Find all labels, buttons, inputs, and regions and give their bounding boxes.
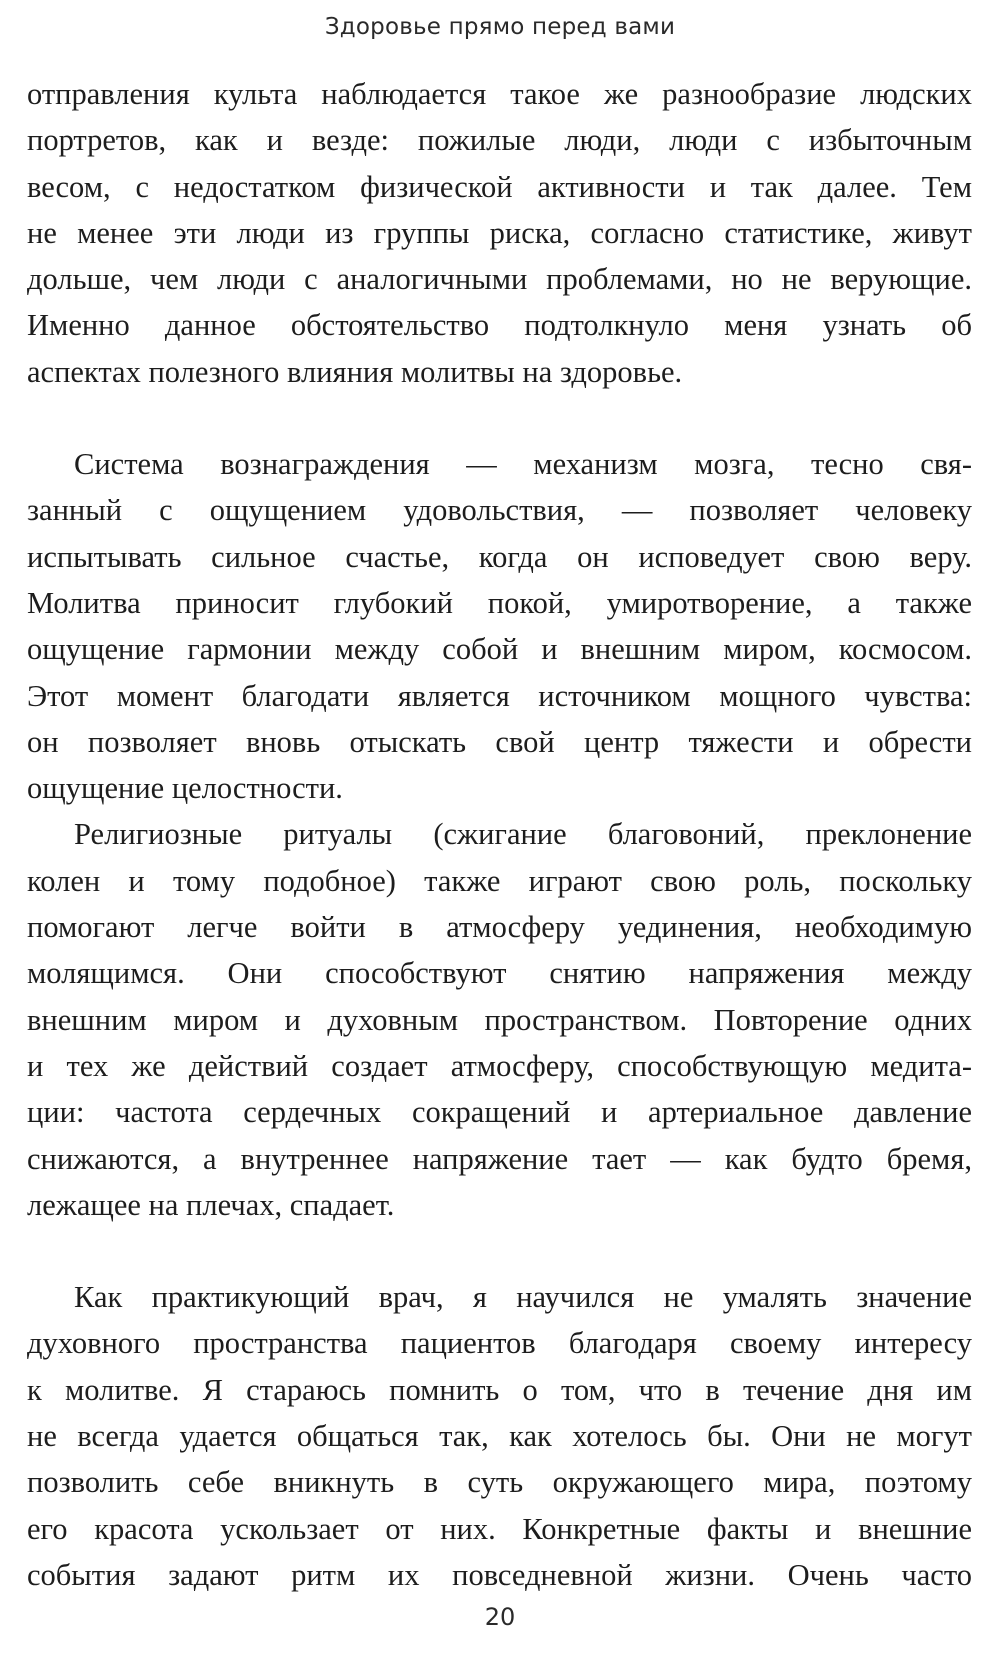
text-line: молящимся. Они способствуют снятию напряжения между <box>27 956 972 991</box>
text-line: Этот момент благодати является источником мощного чувства: <box>27 678 972 713</box>
text-line: аспектах полезного влияния молитвы на здоровье. <box>27 354 683 389</box>
text-line: внешним миром и духовным пространством. Повторение одних <box>27 1002 972 1037</box>
text-line: колен и тому подобное) также играют свою роль, поскольку <box>27 863 972 898</box>
text-line: и тех же действий создает атмосферу, способствующую медита- <box>27 1048 972 1083</box>
text-line: события задают ритм их повседневной жизни. Очень часто <box>27 1557 972 1592</box>
text-line: снижаются, а внутреннее напряжение тает — как будто бремя, <box>27 1141 972 1176</box>
text-line: Религиозные ритуалы (сжигание благовоний, преклонение <box>74 817 972 852</box>
text-line: ции: частота сердечных сокращений и артериальное давление <box>27 1095 972 1130</box>
text-line: ощущение гармонии между собой и внешним миром, космосом. <box>27 632 972 667</box>
text-line: ощущение целостности. <box>27 771 343 806</box>
text-line: к молитве. Я стараюсь помнить о том, что в течение дня им <box>27 1372 972 1407</box>
running-head: Здоровье прямо перед вами <box>324 14 676 40</box>
text-line: Молитва приносит глубокий покой, умиротворение, а также <box>27 585 972 620</box>
page-number: 20 <box>484 1603 516 1631</box>
text-line: испытывать сильное счастье, когда он исповедует свою веру. <box>27 539 972 574</box>
text-line: духовного пространства пациентов благодаря своему интересу <box>27 1326 972 1361</box>
text-line: лежащее на плечах, спадает. <box>27 1187 395 1222</box>
text-line: Как практикующий врач, я научился не умалять значение <box>74 1280 972 1315</box>
text-line: его красота ускользает от них. Конкретные факты и внешние <box>27 1511 972 1546</box>
body-text <box>27 71 972 1598</box>
text-line: весом, с недостатком физической активности и так далее. Тем <box>27 169 972 204</box>
text-line: не всегда удается общаться так, как хотелось бы. Они не могут <box>27 1419 972 1454</box>
section-break <box>27 395 972 441</box>
text-line: Именно данное обстоятельство подтолкнуло меня узнать об <box>27 308 972 343</box>
text-line: дольше, чем люди с аналогичными проблемами, но не верующие. <box>27 262 972 297</box>
text-line: отправления культа наблюдается такое же разнообразие людских <box>27 77 972 111</box>
section-break <box>27 1228 972 1274</box>
text-line: позволить себе вникнуть в суть окружающего мира, поэтому <box>27 1465 972 1500</box>
text-line: не менее эти люди из группы риска, согласно статистике, живут <box>27 215 972 250</box>
text-line: занный с ощущением удовольствия, — позволяет человеку <box>27 493 972 528</box>
text-line: портретов, как и везде: пожилые люди, люди с избыточным <box>27 123 972 158</box>
text-line: помогают легче войти в атмосферу уединения, необходимую <box>27 910 972 945</box>
text-line: он позволяет вновь отыскать свой центр тяжести и обрести <box>27 724 972 759</box>
text-line: Система вознаграждения — механизм мозга, тесно свя- <box>74 447 972 482</box>
